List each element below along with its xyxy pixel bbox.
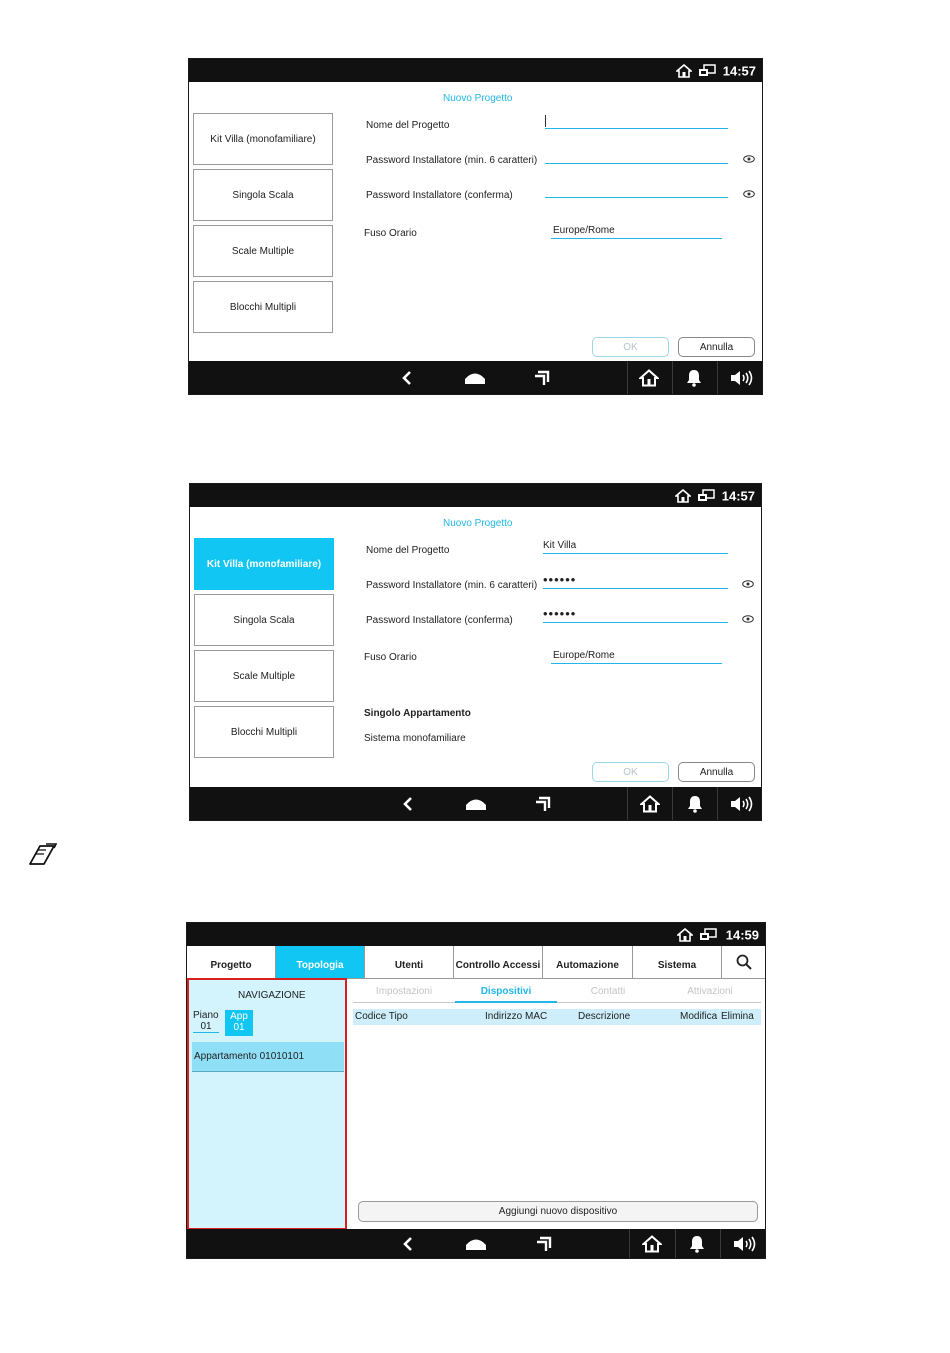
tab-sistema[interactable]: Sistema bbox=[633, 946, 722, 978]
back-icon[interactable] bbox=[397, 1234, 419, 1254]
project-name-label: Nome del Progetto bbox=[366, 120, 450, 131]
search-button[interactable] bbox=[722, 946, 765, 978]
singola-scala-button[interactable]: Singola Scala bbox=[193, 169, 333, 221]
breadcrumb-app-label: App bbox=[230, 1011, 248, 1022]
devices-table-header bbox=[353, 1009, 761, 1025]
blocchi-multipli-button[interactable]: Blocchi Multipli bbox=[193, 281, 333, 333]
nav-separator bbox=[672, 361, 673, 394]
status-clock: 14:57 bbox=[721, 488, 755, 503]
password-confirm-input[interactable]: •••••• bbox=[543, 609, 728, 623]
tab-topologia[interactable]: Topologia bbox=[276, 946, 365, 978]
main-tabs bbox=[187, 946, 765, 979]
eye-icon[interactable] bbox=[743, 190, 755, 198]
nav-separator bbox=[627, 361, 628, 394]
cancel-button[interactable]: Annulla bbox=[678, 337, 755, 357]
password-confirm-label: Password Installatore (conferma) bbox=[366, 190, 513, 201]
apartment-label: Appartamento 01010101 bbox=[194, 1051, 305, 1062]
android-home-icon[interactable] bbox=[464, 368, 486, 388]
timezone-label: Fuso Orario bbox=[364, 228, 417, 239]
search-icon bbox=[736, 954, 752, 970]
recent-apps-icon[interactable] bbox=[531, 368, 553, 388]
password-label: Password Installatore (min. 6 caratteri) bbox=[366, 155, 538, 166]
column-descrizione: Descrizione bbox=[578, 1011, 631, 1022]
add-device-button[interactable]: Aggiungi nuovo dispositivo bbox=[358, 1201, 758, 1222]
bell-icon[interactable] bbox=[683, 368, 705, 388]
house-icon[interactable] bbox=[638, 368, 660, 388]
home-status-icon bbox=[676, 64, 692, 78]
cancel-button[interactable]: Annulla bbox=[678, 762, 755, 782]
tab-controllo-accessi[interactable]: Controllo Accessi bbox=[454, 946, 543, 978]
tab-automazione[interactable]: Automazione bbox=[543, 946, 633, 978]
nav-separator bbox=[675, 1229, 676, 1258]
text-cursor bbox=[545, 115, 546, 127]
eye-icon[interactable] bbox=[742, 615, 754, 623]
status-clock: 14:59 bbox=[725, 927, 759, 942]
android-home-icon[interactable] bbox=[465, 794, 487, 814]
kit-villa-button[interactable]: Kit Villa (monofamiliare) bbox=[193, 113, 333, 165]
recent-apps-icon[interactable] bbox=[532, 794, 554, 814]
subtab-impostazioni[interactable]: Impostazioni bbox=[375, 986, 433, 997]
breadcrumb-piano-label: Piano bbox=[193, 1010, 219, 1021]
status-bar bbox=[190, 484, 761, 507]
house-icon[interactable] bbox=[639, 794, 661, 814]
breadcrumb-app[interactable] bbox=[225, 1010, 253, 1036]
password-input[interactable] bbox=[545, 150, 728, 164]
nav-bar bbox=[187, 1229, 765, 1258]
subtab-attivazioni[interactable]: Attivazioni bbox=[687, 986, 733, 997]
password-input[interactable]: •••••• bbox=[543, 575, 728, 589]
subtab-active-underline bbox=[455, 1001, 557, 1003]
password-confirm-label: Password Installatore (conferma) bbox=[366, 615, 513, 626]
column-modifica: Modifica bbox=[680, 1011, 718, 1022]
nav-separator bbox=[627, 787, 628, 820]
apartment-list-item[interactable] bbox=[192, 1042, 344, 1072]
eye-icon[interactable] bbox=[742, 580, 754, 588]
system-type-description: Sistema monofamiliare bbox=[364, 733, 466, 744]
back-icon[interactable] bbox=[396, 368, 418, 388]
bell-icon[interactable] bbox=[684, 794, 706, 814]
status-bar bbox=[189, 59, 762, 82]
nav-bar bbox=[189, 361, 762, 394]
subtab-dispositivi[interactable]: Dispositivi bbox=[480, 986, 532, 997]
eye-icon[interactable] bbox=[743, 155, 755, 163]
note-pencil-icon bbox=[28, 842, 58, 868]
tab-progetto[interactable]: Progetto bbox=[187, 946, 276, 978]
password-label: Password Installatore (min. 6 caratteri) bbox=[366, 580, 538, 591]
column-indirizzo-mac: Indirizzo MAC bbox=[485, 1011, 548, 1022]
timezone-select[interactable]: Europe/Rome bbox=[551, 650, 722, 664]
network-status-icon bbox=[698, 64, 716, 78]
android-home-icon[interactable] bbox=[465, 1234, 487, 1254]
system-type-title: Singolo Appartamento bbox=[364, 708, 471, 719]
kit-villa-button[interactable]: Kit Villa (monofamiliare) bbox=[194, 538, 334, 590]
status-clock: 14:57 bbox=[722, 63, 756, 78]
screen-topology-devices bbox=[186, 922, 766, 1259]
singola-scala-button[interactable]: Singola Scala bbox=[194, 594, 334, 646]
breadcrumb-app-value: 01 bbox=[233, 1022, 245, 1033]
nav-bar bbox=[190, 787, 761, 820]
subtab-underline bbox=[353, 1002, 761, 1003]
timezone-label: Fuso Orario bbox=[364, 652, 417, 663]
nav-separator bbox=[629, 1229, 630, 1258]
status-bar bbox=[187, 923, 765, 946]
navigation-panel bbox=[187, 978, 347, 1230]
timezone-select[interactable]: Europe/Rome bbox=[551, 225, 722, 239]
home-status-icon bbox=[675, 489, 691, 503]
nav-separator bbox=[717, 787, 718, 820]
tab-utenti[interactable]: Utenti bbox=[365, 946, 454, 978]
back-icon[interactable] bbox=[397, 794, 419, 814]
nav-separator bbox=[720, 1229, 721, 1258]
password-confirm-input[interactable] bbox=[545, 184, 728, 198]
ok-button[interactable]: OK bbox=[592, 762, 669, 782]
blocchi-multipli-button[interactable]: Blocchi Multipli bbox=[194, 706, 334, 758]
network-status-icon bbox=[697, 489, 715, 503]
volume-icon[interactable] bbox=[729, 368, 755, 388]
house-icon[interactable] bbox=[641, 1234, 663, 1254]
network-status-icon bbox=[699, 928, 717, 942]
volume-icon[interactable] bbox=[732, 1234, 758, 1254]
screen-new-project-filled bbox=[189, 483, 762, 821]
navigation-title: NAVIGAZIONE bbox=[238, 990, 306, 1001]
breadcrumb-piano[interactable] bbox=[193, 1010, 219, 1033]
scale-multiple-button[interactable]: Scale Multiple bbox=[194, 650, 334, 702]
nav-separator bbox=[672, 787, 673, 820]
subtab-contatti[interactable]: Contatti bbox=[590, 986, 626, 997]
home-status-icon bbox=[677, 928, 693, 942]
dialog-title: Nuovo Progetto bbox=[443, 518, 513, 529]
breadcrumb-piano-value: 01 bbox=[200, 1021, 212, 1032]
bell-icon[interactable] bbox=[686, 1234, 708, 1254]
scale-multiple-button[interactable]: Scale Multiple bbox=[193, 225, 333, 277]
column-codice-tipo: Codice Tipo bbox=[355, 1011, 408, 1022]
project-name-label: Nome del Progetto bbox=[366, 545, 450, 556]
ok-button[interactable]: OK bbox=[592, 337, 669, 357]
screen-new-project-empty bbox=[188, 58, 763, 395]
volume-icon[interactable] bbox=[729, 794, 755, 814]
project-name-input[interactable] bbox=[545, 115, 728, 129]
nav-separator bbox=[717, 361, 718, 394]
column-elimina: Elimina bbox=[721, 1011, 754, 1022]
dialog-title: Nuovo Progetto bbox=[443, 93, 513, 104]
project-name-input[interactable]: Kit Villa bbox=[543, 540, 728, 554]
recent-apps-icon[interactable] bbox=[533, 1234, 555, 1254]
